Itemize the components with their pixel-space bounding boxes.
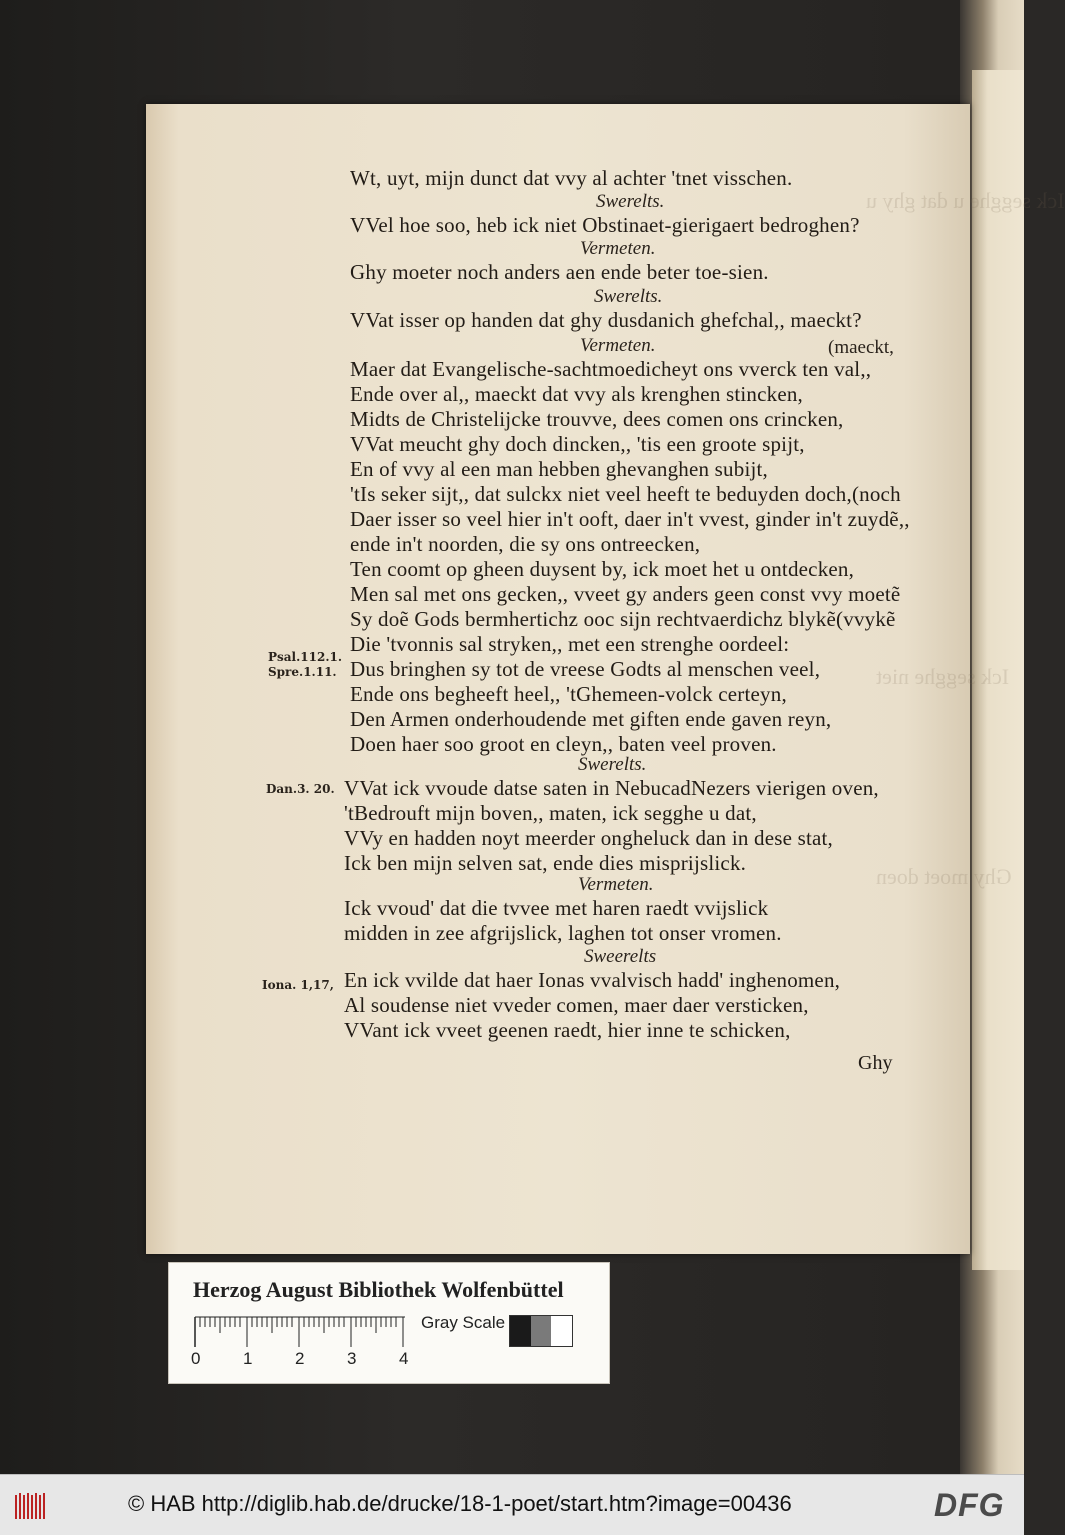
verse-line: 'tIs seker sijt,, dat sulckx niet veel heeft te beduyden doch,(noch <box>350 482 901 506</box>
library-name: Herzog August Bibliothek Wolfenbüttel <box>193 1277 564 1302</box>
verse-line: Sy doẽ Gods bermhertichz ooc sijn rechtvaerdichz blykẽ(vvykẽ <box>350 607 896 631</box>
speaker-name: Swerelts. <box>596 191 665 212</box>
verse-line: Dus bringhen sy tot de vreese Godts al menschen veel, <box>350 657 821 681</box>
verse-line: En ick vvilde dat haer Ionas vvalvisch hadd' inghenomen, <box>344 968 841 992</box>
verse-line: VVat ick vvoude datse saten in NebucadNezers vierigen oven, <box>344 776 879 800</box>
verse-line: Wt, uyt, mijn dunct dat vvy al achter 'tnet visschen. <box>350 166 793 190</box>
marginal-note: Psal.112.1. <box>268 650 343 664</box>
ruler-number: 2 <box>295 1349 305 1368</box>
dfg-logo: DFG <box>934 1487 1005 1523</box>
verse-line: Ick ben mijn selven sat, ende dies misprijslick. <box>344 851 747 875</box>
copyright-url[interactable]: © HAB http://diglib.hab.de/drucke/18-1-poet/start.htm?image=00436 <box>128 1491 792 1516</box>
show-through-text: Ick segghe niet <box>876 664 1010 689</box>
gray-scale-swatch <box>509 1315 573 1347</box>
speaker-name: Sweerelts <box>584 946 657 967</box>
ruler-number: 4 <box>399 1349 409 1368</box>
verse-line: Midts de Christelijcke trouvve, dees comen ons crincken, <box>350 407 844 431</box>
show-through-text: Ick segghe u dat ghy u <box>866 188 1065 213</box>
speaker-line-end: (maeckt, <box>828 337 894 358</box>
verse-line: Ende over al,, maeckt dat vvy als krenghen stincken, <box>350 382 803 406</box>
speaker-name: Swerelts. <box>578 754 647 775</box>
verse-line: Daer isser so veel hier in't ooft, daer in't vvest, ginder in't zuydẽ,, <box>350 507 910 531</box>
speaker-name: Swerelts. <box>594 286 663 307</box>
marginal-note: Spre.1.11. <box>268 665 337 679</box>
show-through-text: Ghy moet doen <box>876 864 1012 889</box>
marginal-note: Dan.3. 20. <box>266 782 335 796</box>
ruler-number: 1 <box>243 1349 253 1368</box>
speaker-name: Vermeten. <box>580 238 656 259</box>
speaker-name: Vermeten. <box>580 335 656 356</box>
gray-scale-label: Gray Scale <box>421 1313 506 1332</box>
speaker-name: Vermeten. <box>578 874 654 895</box>
measurement-ruler <box>195 1317 415 1347</box>
verse-line: midden in zee afgrijslick, laghen tot onser vromen. <box>344 921 782 945</box>
verse-line: Den Armen onderhoudende met giften ende gaven reyn, <box>350 707 832 731</box>
verse-line: Men sal met ons gecken,, vveet gy anders geen const vvy moetẽ <box>350 582 901 606</box>
verse-line: VVel hoe soo, heb ick niet Obstinaet-gierigaert bedroghen? <box>350 213 860 237</box>
library-logo-icon <box>14 1491 48 1521</box>
gray-patch-white <box>551 1316 572 1346</box>
ruler-number: 0 <box>191 1349 201 1368</box>
marginal-note: Iona. 1,17, <box>262 978 334 992</box>
verse-line: ende in't noorden, die sy ons ontreecken, <box>350 532 701 556</box>
verse-line: VVat isser op handen dat ghy dusdanich ghefchal,, maeckt? <box>350 308 862 332</box>
verse-line: Die 'tvonnis sal stryken,, met een strenghe oordeel: <box>350 632 790 656</box>
verse-line: Ick vvoud' dat die tvvee met haren raedt vvijslick <box>344 896 769 920</box>
verse-line: Maer dat Evangelische-sachtmoedicheyt ons vverck ten val,, <box>350 357 872 381</box>
verse-line: VVat meucht ghy doch dincken,, 'tis een groote spijt, <box>350 432 805 456</box>
verse-line: Ten coomt op gheen duysent by, ick moet het u ontdecken, <box>350 557 855 581</box>
catchword: Ghy <box>858 1052 893 1074</box>
viewer-footer <box>0 1474 1024 1535</box>
library-label-card <box>168 1262 610 1384</box>
verse-line: VVy en hadden noyt meerder ongheluck dan in dese stat, <box>344 826 833 850</box>
verse-line: VVant ick vveet geenen raedt, hier inne te schicken, <box>344 1018 791 1042</box>
verse-line: En of vvy al een man hebben ghevanghen subijt, <box>350 457 769 481</box>
verse-line: Ghy moeter noch anders aen ende beter toe-sien. <box>350 260 769 284</box>
verse-line: Al soudense niet vveder comen, maer daer versticken, <box>344 993 809 1017</box>
ruler-number: 3 <box>347 1349 357 1368</box>
gray-patch-mid <box>531 1316 552 1346</box>
gray-patch-black <box>510 1316 531 1346</box>
verse-line: 'tBedrouft mijn boven,, maten, ick segghe u dat, <box>344 801 757 825</box>
verse-line: Doen haer soo groot en cleyn,, baten veel proven. <box>350 732 777 756</box>
verse-line: Ende ons begheeft heel,, 'tGhemeen-volck certeyn, <box>350 682 787 706</box>
